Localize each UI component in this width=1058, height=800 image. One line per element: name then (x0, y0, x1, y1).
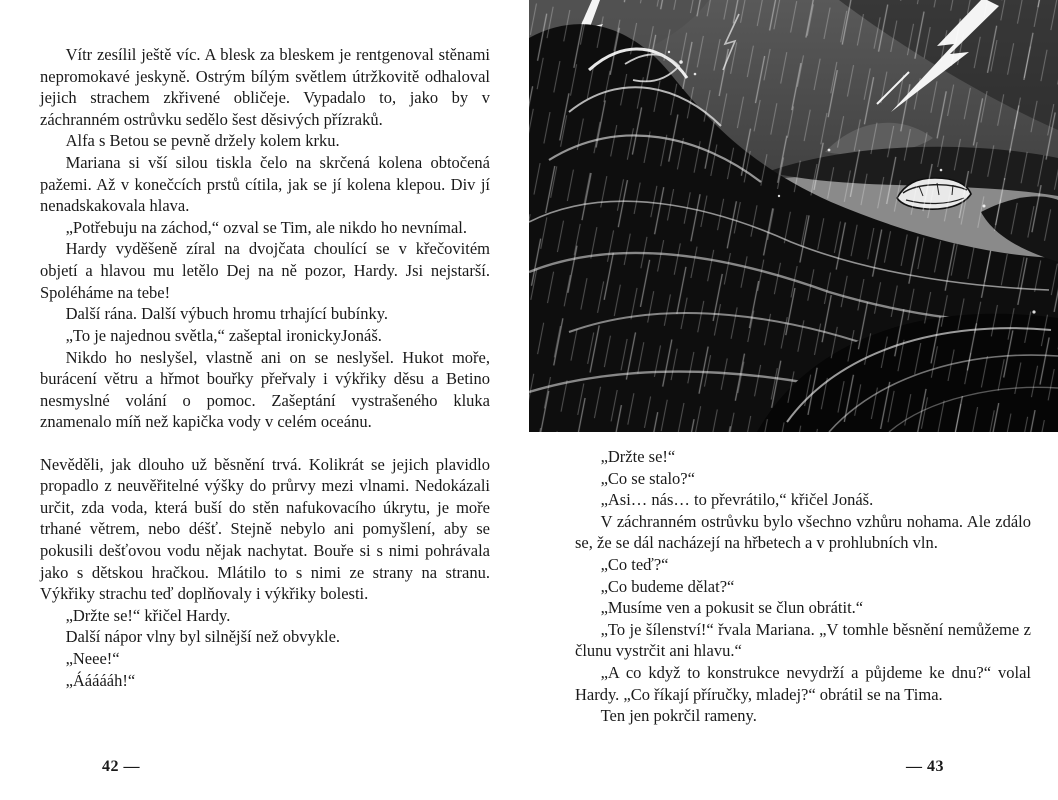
paragraph: „To je najednou světla,“ zašeptal ironickyJonáš. (65, 325, 382, 345)
paragraph: „To je šílenství!“ řvala Mariana. „V tomhle běsnění nemůžeme z člunu vystrčit ani hlavu.“ (575, 619, 1031, 661)
paragraph: „Co budeme dělat?“ (600, 576, 735, 596)
paragraph: „Neee!“ (65, 649, 120, 669)
paragraph: Další nápor vlny byl silnější než obvykle. (65, 627, 341, 647)
paragraph: Ten jen pokrčil rameny. (600, 706, 757, 726)
rain-streaks (529, 0, 1058, 432)
paragraph: „Držte se!“ (600, 447, 676, 466)
paragraph: „Asi… nás… to převrátilo,“ křičel Jonáš. (600, 490, 874, 510)
paragraph: Nikdo ho neslyšel, vlastně ani on se neslyšel. Hukot moře, burácení větru a hřmot bouřky přeřvaly i výkřiky děsu a Betino nesmyslné volání o pomoc. Zašeptání vystrašeného kluka znamenalo míň než kapička vody v celém oceánu. (40, 347, 490, 432)
paragraph: V záchranném ostrůvku bylo všechno vzhůru nohama. Ale zdálo se, že se dál nacházejí na hřbetech a v prohlubních vln. (575, 511, 1031, 553)
paragraph: „Co teď?“ (600, 555, 669, 575)
page-number-right: — 43 (906, 758, 944, 775)
right-page-text (575, 446, 1031, 727)
paragraph: Nevěděli, jak dlouho už běsnění trvá. Kolikrát se jejich plavidlo propadlo z neuvěřitelné výšky do průrvy mezi vlnami. Nedokázali určit, zda voda, která buší do stěn nafukovacího úkrytu, je moře trhané větrem, nebo déšť. Stejně nebylo ani pomyšlení, aby se pokusili dešťovou vodu nějak nachytat. Bouře si s nimi pohrávala jako s dětskou hračkou. Mlátilo to s nimi ze strany na stranu. Výkřiky strachu teď doplňovaly i výkřiky bolesti. (40, 454, 490, 604)
paragraph: Alfa s Betou se pevně držely kolem krku. (65, 131, 340, 151)
paragraph: Další rána. Další výbuch hromu trhající bubínky. (65, 304, 389, 324)
paragraph: Hardy vyděšeně zíral na dvojčata choulící se v křečovitém objetí a hlavou mu letělo Dej na ně pozor, Hardy. Jsi nejstarší. Spoléháme na tebe! (40, 239, 490, 302)
paragraph: „Potřebuju na záchod,“ ozval se Tim, ale nikdo ho nevnímal. (65, 217, 467, 237)
paragraph: Vítr zesílil ještě víc. A blesk za bleskem je rentgenoval stěnami nepromokavé jeskyně. Ostrým bílým světlem útržkovitě odhaloval jejich strachem zkřivené obličeje. Vypadalo to, jako by v záchranném ostrůvku sedělo šest děsivých přízraků. (40, 45, 490, 129)
storm-illustration (529, 0, 1058, 432)
paragraph: Mariana si vší silou tiskla čelo na skrčená kolena obtočená pažemi. Až v konečcích prstů cítila, jak se jí kolena klepou. Div jí nenadskakovala hlava. (40, 153, 490, 216)
paragraph: „Musíme ven a pokusit se člun obrátit.“ (600, 598, 864, 618)
page-number-left: 42 — (102, 758, 140, 775)
paragraph: „Držte se!“ křičel Hardy. (65, 605, 231, 625)
paragraph: „A co když to konstrukce nevydrží a půjdeme ke dnu?“ volal Hardy. „Co říkají příručky, mladej?“ obrátil se na Tima. (575, 663, 1031, 704)
left-page-text (40, 44, 490, 691)
paragraph: „Co se stalo?“ (600, 468, 695, 488)
paragraph: „Áááááh!“ (65, 670, 136, 690)
